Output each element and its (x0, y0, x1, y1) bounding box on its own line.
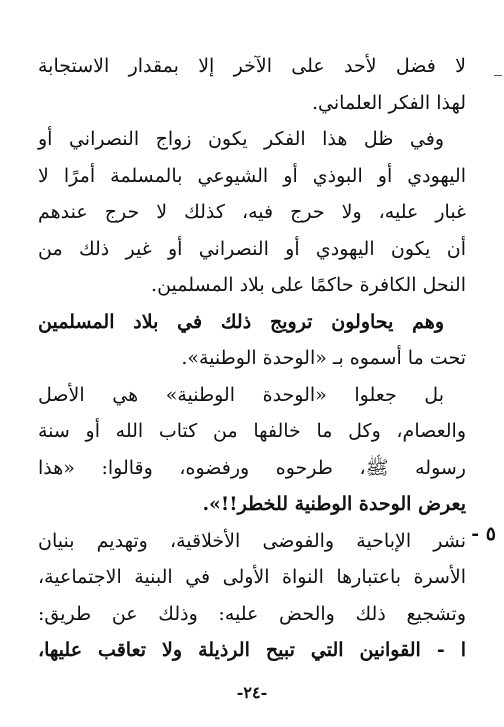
list-item-5 (38, 522, 496, 560)
text-line-4: اليهودي أو البوذي أو الشيوعي بالمسلمة أمرًا لا (38, 164, 466, 187)
text-line-15: الأسرة باعتبارها النواة الأولى في البنية الاجتماعية، (38, 566, 466, 588)
text-line-14: نشر الإباحية والفوضى الأخلاقية، وتهديم بنيان (38, 529, 466, 552)
text-line-11: والعصام، وكل ما خالفها من كتاب الله أو سنة (38, 420, 466, 442)
margin-mark (494, 75, 502, 76)
text-line-2: لهذا الفكر العلماني. (312, 91, 466, 114)
text-line-5: غبار عليه، ولا حرج فيه، كذلك لا حرج عندهم (38, 201, 466, 223)
text-line-13: يعرض الوحدة الوطنية للخطر!!». (202, 493, 466, 515)
text-line-12: رسوله ﷺ، طرحوه ورفضوه، وقالوا: «هذا (38, 456, 466, 479)
text-line-17: ا - القوانين التي تبيح الرذيلة ولا تعاقب عليها، (38, 639, 466, 661)
page-number: -٢٤- (236, 683, 268, 702)
text-line-6: أن يكون اليهودي أو النصراني أو غير ذلك من (38, 237, 466, 260)
text-line-8: وهم يحاولون ترويج ذلك في بلاد المسلمين (38, 310, 444, 333)
text-line-10: بل جعلوا «الوحدة الوطنية» هي الأصل (38, 383, 444, 406)
text-line-3: وفي ظل هذا الفكر يكون زواج النصراني أو (38, 128, 444, 150)
page-body (38, 48, 496, 669)
item-number: ٥ - (471, 522, 496, 545)
text-line-7: النحل الكافرة حاكمًا على بلاد المسلمين. (151, 274, 466, 296)
text-line-9: تحت ما أسموه بـ «الوحدة الوطنية». (181, 347, 466, 369)
text-line-1: لا فضل لأحد على الآخر إلا بمقدار الاستجابة (38, 55, 466, 77)
text-line-16: وتشجيع ذلك والحض عليه: وذلك عن طريق: (38, 602, 466, 625)
